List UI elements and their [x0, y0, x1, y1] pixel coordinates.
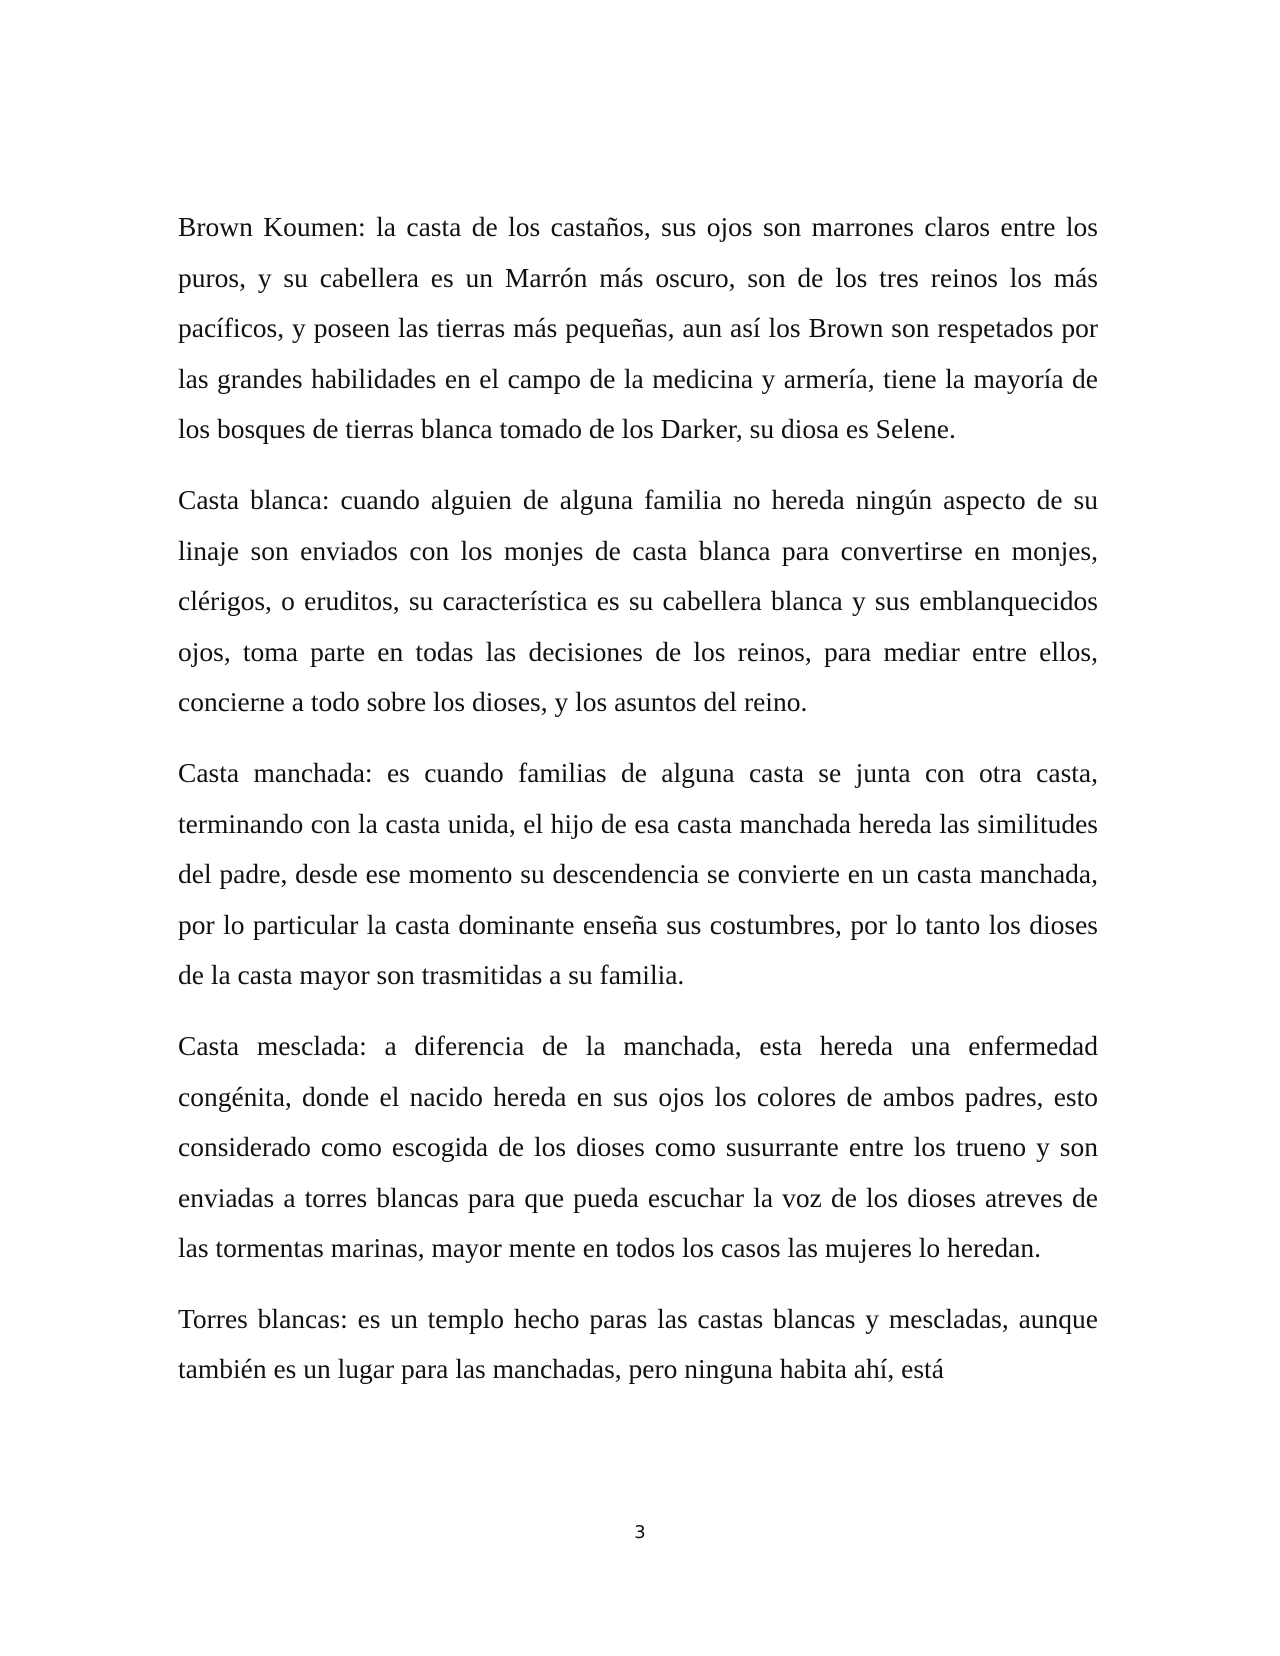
paragraph-casta-manchada: Casta manchada: es cuando familias de alguna casta se junta con otra casta, terminando con la casta unida, el hijo de esa casta manchada hereda las similitudes del padre, desde ese momento su descendencia se convierte en un casta manchada, por lo particular la casta dominante enseña sus costumbres, por lo tanto los dioses de la casta mayor son trasmitidas a su familia.: [178, 756, 1098, 991]
page-number: 3: [634, 1522, 646, 1543]
document-body: [178, 202, 1098, 1415]
paragraph-casta-blanca: Casta blanca: cuando alguien de alguna familia no hereda ningún aspecto de su linaje son enviados con los monjes de casta blanca para convertirse en monjes, clérigos, o eruditos, su característica es su cabellera blanca y sus emblanquecidos ojos, toma parte en todas las decisiones de los reinos, para mediar entre ellos, concierne a todo sobre los dioses, y los asuntos del reino.: [178, 483, 1098, 718]
paragraph-brown-koumen: Brown Koumen: la casta de los castaños, sus ojos son marrones claros entre los puros, y su cabellera es un Marrón más oscuro, son de los tres reinos los más pacíficos, y poseen las tierras más pequeñas, aun así los Brown son respetados por las grandes habilidades en el campo de la medicina y armería, tiene la mayoría de los bosques de tierras blanca tomado de los Darker, su diosa es Selene.: [178, 211, 1098, 445]
paragraph-casta-mesclada: Casta mesclada: a diferencia de la manchada, esta hereda una enfermedad congénita, donde el nacido hereda en sus ojos los colores de ambos padres, esto considerado como escogida de los dioses como susurrante entre los trueno y son enviadas a torres blancas para que pueda escuchar la voz de los dioses atreves de las tormentas marinas, mayor mente en todos los casos las mujeres lo heredan.: [178, 1029, 1098, 1264]
paragraph-torres-blancas: Torres blancas: es un templo hecho paras las castas blancas y mescladas, aunque también es un lugar para las manchadas, pero ninguna habita ahí, está: [178, 1302, 1098, 1385]
